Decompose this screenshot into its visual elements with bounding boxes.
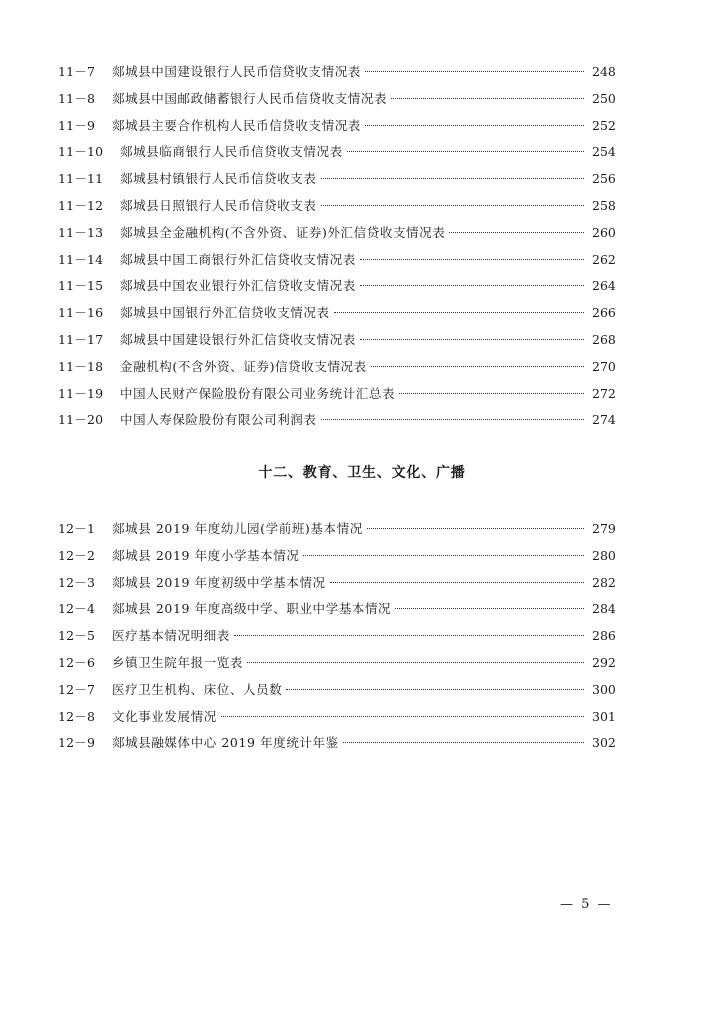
toc-entry bbox=[58, 220, 614, 247]
toc-dot-leader bbox=[371, 366, 584, 367]
toc-entry bbox=[58, 730, 614, 757]
toc-entry-page: 254 bbox=[592, 144, 616, 160]
toc-entry-title: 乡镇卫生院年报一览表 bbox=[112, 654, 244, 670]
toc-entry-number: 11－10 bbox=[58, 144, 104, 160]
toc-entry-title: 郯城县中国农业银行外汇信贷收支情况表 bbox=[120, 278, 356, 294]
toc-entry-page: 280 bbox=[592, 547, 616, 563]
toc-dot-leader bbox=[399, 393, 584, 394]
toc-entry bbox=[58, 139, 614, 166]
toc-entry-title: 郯城县融媒体中心 2019 年度统计年鉴 bbox=[112, 735, 339, 751]
toc-entry-page: 286 bbox=[592, 628, 616, 644]
toc-entry-title: 医疗卫生机构、床位、人员数 bbox=[112, 681, 283, 697]
toc-entry-number: 11－19 bbox=[58, 385, 104, 401]
toc-entry-page: 262 bbox=[592, 251, 616, 267]
toc-entry-title: 郯城县中国邮政储蓄银行人民币信贷收支情况表 bbox=[112, 90, 388, 106]
toc-dot-leader bbox=[321, 419, 584, 420]
toc-entry-number: 12－4 bbox=[58, 601, 96, 617]
toc-dot-leader bbox=[395, 608, 584, 609]
toc-dot-leader bbox=[347, 151, 584, 152]
toc-entry-page: 250 bbox=[592, 90, 616, 106]
toc-entry-page: 260 bbox=[592, 224, 616, 240]
toc-dot-leader bbox=[247, 662, 584, 663]
toc-entry-page: 248 bbox=[592, 64, 616, 79]
toc-entry-title: 郯城县中国建设银行人民币信贷收支情况表 bbox=[112, 64, 361, 79]
toc-entry bbox=[58, 273, 614, 300]
toc-entry-page: 302 bbox=[592, 735, 616, 751]
toc-dot-leader bbox=[367, 528, 584, 529]
toc-entry bbox=[58, 570, 614, 597]
toc-entry-number: 12－1 bbox=[58, 521, 96, 536]
toc-dot-leader bbox=[365, 71, 584, 72]
toc-entry bbox=[58, 113, 614, 140]
toc-entry-number: 12－2 bbox=[58, 547, 96, 563]
toc-entry-number: 12－9 bbox=[58, 735, 96, 751]
toc-dot-leader bbox=[234, 635, 584, 636]
toc-entry-page: 284 bbox=[592, 601, 616, 617]
toc-dot-leader bbox=[449, 232, 584, 233]
toc-entry-number: 11－8 bbox=[58, 90, 96, 106]
toc-entry-title: 郯城县中国银行外汇信贷收支情况表 bbox=[120, 305, 330, 321]
toc-entry-number: 11－13 bbox=[58, 224, 104, 240]
toc-entry-title: 金融机构(不含外资、证券)信贷收支情况表 bbox=[120, 358, 367, 374]
toc-entry-number: 11－9 bbox=[58, 117, 96, 133]
toc-entry-page: 268 bbox=[592, 331, 616, 347]
toc-entry bbox=[58, 193, 614, 220]
toc-entry-page: 274 bbox=[592, 412, 616, 428]
toc-entry-number: 12－5 bbox=[58, 628, 96, 644]
toc-entry bbox=[58, 677, 614, 704]
toc-entry-title: 中国人民财产保险股份有限公司业务统计汇总表 bbox=[120, 385, 396, 401]
toc-dot-leader bbox=[303, 555, 584, 556]
toc-entry-title: 郯城县主要合作机构人民币信贷收支情况表 bbox=[112, 117, 361, 133]
toc-entry-number: 12－7 bbox=[58, 681, 96, 697]
toc-entry-number: 11－11 bbox=[58, 171, 104, 187]
toc-entry-title: 郯城县全金融机构(不含外资、证券)外汇信贷收支情况表 bbox=[120, 224, 446, 240]
page-number: — 5 — bbox=[560, 897, 613, 912]
toc-dot-leader bbox=[360, 339, 584, 340]
toc-entry bbox=[58, 247, 614, 274]
toc-entry bbox=[58, 300, 614, 327]
toc-entry-title: 郯城县村镇银行人民币信贷收支表 bbox=[120, 171, 317, 187]
toc-dot-leader bbox=[221, 716, 584, 717]
toc-entry-page: 270 bbox=[592, 358, 616, 374]
toc-entry bbox=[58, 327, 614, 354]
toc-entry-page: 256 bbox=[592, 171, 616, 187]
toc-section-12 bbox=[58, 516, 614, 757]
toc-entry-number: 11－12 bbox=[58, 197, 104, 213]
toc-entry-page: 292 bbox=[592, 654, 616, 670]
toc-dot-leader bbox=[391, 98, 584, 99]
toc-entry bbox=[58, 407, 614, 434]
toc-dot-leader bbox=[321, 205, 584, 206]
toc-entry-title: 郯城县日照银行人民币信贷收支表 bbox=[120, 197, 317, 213]
toc-entry-page: 300 bbox=[592, 681, 616, 697]
toc-entry-page: 282 bbox=[592, 574, 616, 590]
toc-entry-page: 279 bbox=[592, 521, 616, 536]
toc-section-11 bbox=[58, 59, 614, 434]
toc-dot-leader bbox=[330, 582, 584, 583]
toc-entry-page: 258 bbox=[592, 197, 616, 213]
toc-entry bbox=[58, 596, 614, 623]
toc-entry-page: 264 bbox=[592, 278, 616, 294]
toc-entry-title: 中国人寿保险股份有限公司利润表 bbox=[120, 412, 317, 428]
toc-entry bbox=[58, 650, 614, 677]
toc-entry bbox=[58, 381, 614, 408]
toc-dot-leader bbox=[360, 285, 584, 286]
toc-entry bbox=[58, 59, 614, 86]
toc-entry-title: 文化事业发展情况 bbox=[112, 708, 217, 724]
toc-entry-page: 301 bbox=[592, 708, 616, 724]
toc-entry-number: 12－8 bbox=[58, 708, 96, 724]
toc-dot-leader bbox=[365, 125, 584, 126]
toc-entry-number: 11－16 bbox=[58, 305, 104, 321]
toc-entry bbox=[58, 354, 614, 381]
toc-entry-number: 11－15 bbox=[58, 278, 104, 294]
toc-entry-title: 郯城县 2019 年度高级中学、职业中学基本情况 bbox=[112, 601, 392, 617]
toc-entry bbox=[58, 543, 614, 570]
toc-entry-page: 266 bbox=[592, 305, 616, 321]
toc-entry-number: 12－3 bbox=[58, 574, 96, 590]
toc-entry-page: 252 bbox=[592, 117, 616, 133]
toc-entry-title: 郯城县临商银行人民币信贷收支情况表 bbox=[120, 144, 343, 160]
toc-entry-title: 郯城县中国建设银行外汇信贷收支情况表 bbox=[120, 331, 356, 347]
section-heading: 十二、教育、卫生、文化、广播 bbox=[258, 465, 466, 481]
toc-entry-title: 郯城县中国工商银行外汇信贷收支情况表 bbox=[120, 251, 356, 267]
toc-entry-title: 郯城县 2019 年度幼儿园(学前班)基本情况 bbox=[112, 521, 363, 536]
toc-dot-leader bbox=[343, 742, 584, 743]
toc-dot-leader bbox=[360, 259, 584, 260]
toc-entry-title: 郯城县 2019 年度小学基本情况 bbox=[112, 547, 300, 563]
toc-entry bbox=[58, 623, 614, 650]
toc-entry-number: 11－18 bbox=[58, 358, 104, 374]
toc-entry-title: 郯城县 2019 年度初级中学基本情况 bbox=[112, 574, 326, 590]
toc-entry bbox=[58, 516, 614, 543]
toc-dot-leader bbox=[321, 178, 584, 179]
toc-dot-leader bbox=[334, 312, 584, 313]
toc-entry bbox=[58, 86, 614, 113]
toc-entry-number: 11－14 bbox=[58, 251, 104, 267]
toc-entry-number: 11－17 bbox=[58, 331, 104, 347]
toc-entry bbox=[58, 704, 614, 731]
toc-entry bbox=[58, 166, 614, 193]
toc-entry-number: 11－20 bbox=[58, 412, 104, 428]
toc-entry-title: 医疗基本情况明细表 bbox=[112, 628, 230, 644]
toc-entry-number: 12－6 bbox=[58, 654, 96, 670]
toc-dot-leader bbox=[286, 689, 584, 690]
toc-entry-page: 272 bbox=[592, 385, 616, 401]
toc-entry-number: 11－7 bbox=[58, 64, 96, 79]
